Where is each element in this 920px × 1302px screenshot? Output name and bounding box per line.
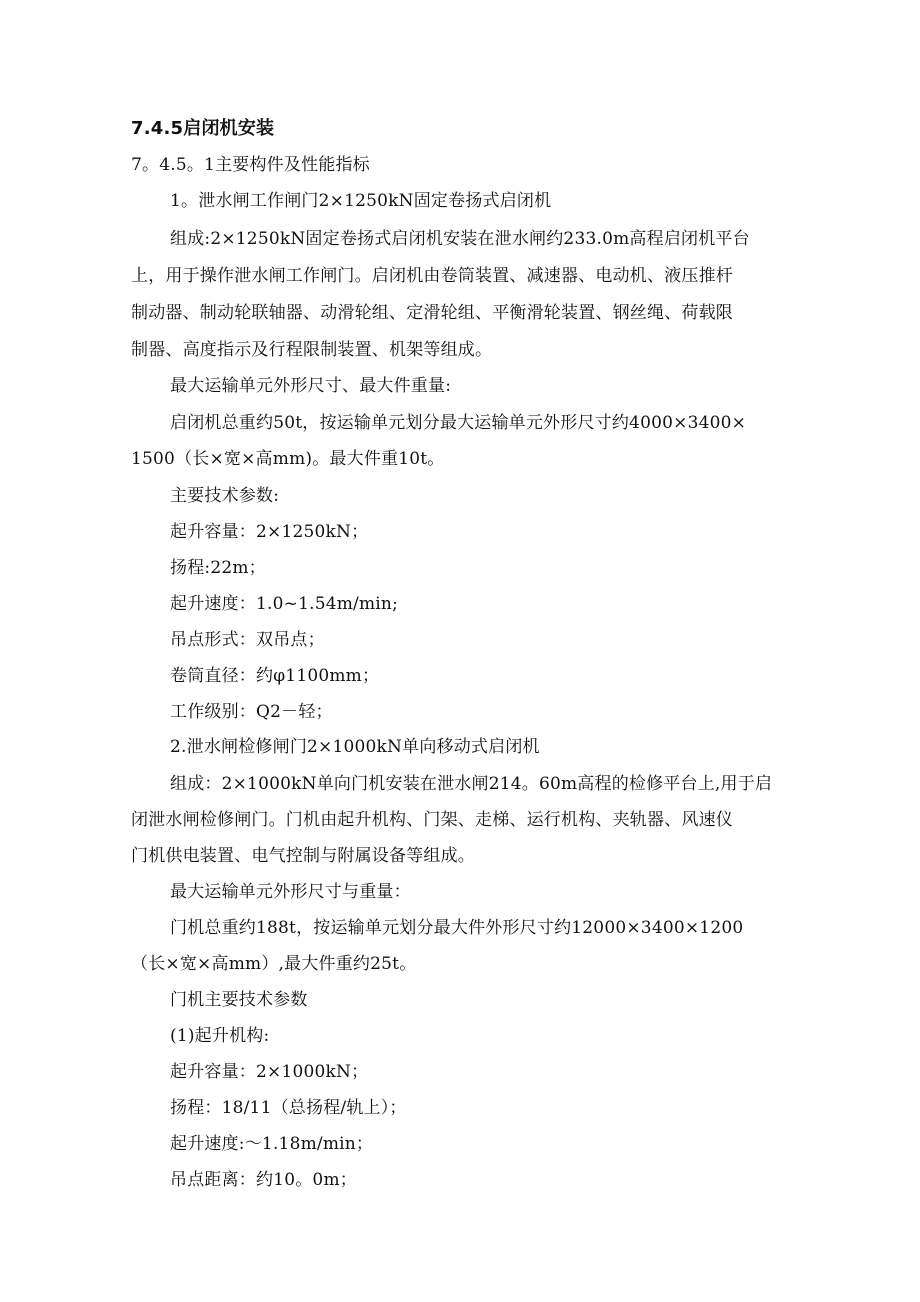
item2-composition-line: 闭泄水闸检修闸门。门机由起升机构、门架、走梯、运行机构、夹轨器、风速仪 bbox=[131, 810, 733, 830]
item2-composition-line: 门机供电装置、电气控制与附属设备等组成。 bbox=[131, 846, 475, 866]
item2-param: 起升速度:～1.18m/min； bbox=[170, 1134, 374, 1154]
item2-param: 扬程：18/11（总扬程/轨上）； bbox=[170, 1098, 407, 1118]
item2-max-unit-line: 门机总重约188t，按运输单元划分最大件外形尺寸约12000×3400×1200 bbox=[170, 918, 744, 938]
subsection-heading: 7。4.5。1主要构件及性能指标 bbox=[131, 155, 370, 175]
item2-params-heading: 门机主要技术参数 bbox=[170, 990, 308, 1010]
item1-composition-line: 制动器、制动轮联轴器、动滑轮组、定滑轮组、平衡滑轮装置、钢丝绳、荷载限 bbox=[131, 303, 733, 323]
section-heading: 7.4.5启闭机安装 bbox=[131, 118, 275, 139]
item2-hoist-heading: (1)起升机构: bbox=[170, 1026, 270, 1046]
item1-composition-line: 上，用于操作泄水闸工作闸门。启闭机由卷筒装置、减速器、电动机、液压推杆 bbox=[131, 266, 733, 286]
item1-title: 1。泄水闸工作闸门2×1250kN固定卷扬式启闭机 bbox=[170, 191, 552, 211]
item2-title: 2.泄水闸检修闸门2×1000kN单向移动式启闭机 bbox=[170, 737, 540, 757]
item2-param: 吊点距离：约10。0m； bbox=[170, 1170, 357, 1190]
item1-params-heading: 主要技术参数: bbox=[170, 486, 280, 506]
item1-max-unit-line: 1500（长×宽×高mm)。最大件重10t。 bbox=[131, 449, 445, 469]
item1-max-unit-line: 启闭机总重约50t，按运输单元划分最大运输单元外形尺寸约4000×3400× bbox=[170, 413, 747, 433]
item1-param: 扬程:22m； bbox=[170, 558, 266, 578]
item1-param: 卷筒直径：约φ1100mm； bbox=[170, 666, 380, 686]
item2-max-unit-heading: 最大运输单元外形尺寸与重量： bbox=[170, 882, 411, 902]
item1-param: 起升容量：2×1250kN； bbox=[170, 522, 369, 542]
item1-max-unit-heading: 最大运输单元外形尺寸、最大件重量: bbox=[170, 376, 452, 396]
item2-composition-line: 组成：2×1000kN单向门机安装在泄水闸214。60m高程的检修平台上,用于启 bbox=[170, 774, 773, 794]
item1-param: 工作级别：Q2－轻； bbox=[170, 702, 333, 722]
item1-composition-line: 组成:2×1250kN固定卷扬式启闭机安装在泄水闸约233.0m高程启闭机平台 bbox=[170, 229, 750, 249]
item2-max-unit-line: （长×宽×高mm）,最大件重约25t。 bbox=[131, 954, 417, 974]
item2-param: 起升容量：2×1000kN； bbox=[170, 1062, 369, 1082]
item1-param: 吊点形式：双吊点； bbox=[170, 630, 325, 650]
item1-param: 起升速度：1.0~1.54m/min; bbox=[170, 594, 399, 614]
item1-composition-line: 制器、高度指示及行程限制装置、机架等组成。 bbox=[131, 340, 493, 360]
